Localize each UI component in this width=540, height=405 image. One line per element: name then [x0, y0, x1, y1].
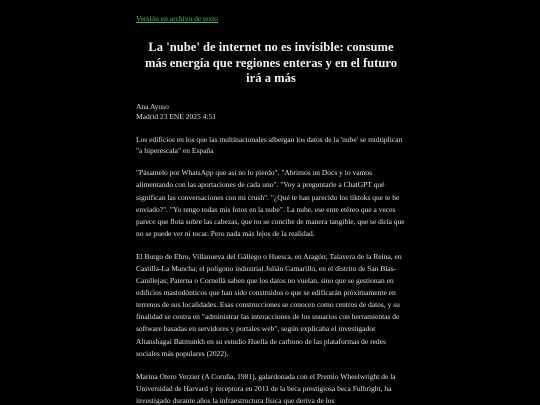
dateline: Madrid 23 ENE 2025 4:51	[136, 111, 216, 121]
article-meta	[136, 102, 406, 123]
paragraph-1: "Pásamelo por WhatsApp que así no lo pierdo". "Abrimos un Docs y lo vamos alimentando con las aportaciones de cada uno". "Voy a preguntarle a ChatGPT qué significan las conversaciones con mi crush". "¿Qué te han parecido los tiktoks que te he enviado?". "Yo tengo todas mis fotos en la nube". La nube, ese ente etéreo que a veces parece que flota sobre las cabezas, que no se concibe de manera tangible, que se diría que no se puede ver ni tocar. Pero nada más lejos de la realidad.	[136, 168, 405, 238]
paragraph-3: Marina Otero Verzier (A Coruña, 1981), galardonada con el Premio Wheelwright de la Universidad de Harvard y receptora en 2011 de la beca prestigiosa beca Fulbright, ha investigado durante años la infraestructura física que deriva de los	[136, 371, 396, 405]
paragraph-2: El Burgo de Ebro, Villanueva del Gállego o Huesca, en Aragón; Talavera de la Reina, en Castilla-La Mancha; el polígono industrial Julián Camarillo, en el distrito de San Blas-Canillejas; Paterna o Cornellà saben que los datos no vuelan, sino que se gestionan en edificios mastodónticos que han sido construidos o que se edificarán próximamente en terrenos de sus localidades. Esas construcciones se conocen como centros de datos, y su finalidad se centra en "administrar las interacciones de los usuarios con herramientas de software basadas en servidores y portales web", según explicaba el investigador Altansbagai Batmunkh en su estudio Huella de carbono de las plataformas de redes sociales más populares (2022).	[136, 251, 402, 358]
author-name: Ana Ayuso	[136, 101, 169, 111]
text-archive-link[interactable]: Versión en archivo de texto	[136, 14, 219, 23]
article-title: La 'nube' de internet no es invisible: consume más energía que regiones enteras y en el futuro irá a más	[144, 40, 398, 85]
article	[136, 8, 406, 405]
article-summary: Los edificios en los que las multinacionales albergan los datos de la 'nube' se multiplican "a hiperescala" en España	[136, 135, 403, 156]
